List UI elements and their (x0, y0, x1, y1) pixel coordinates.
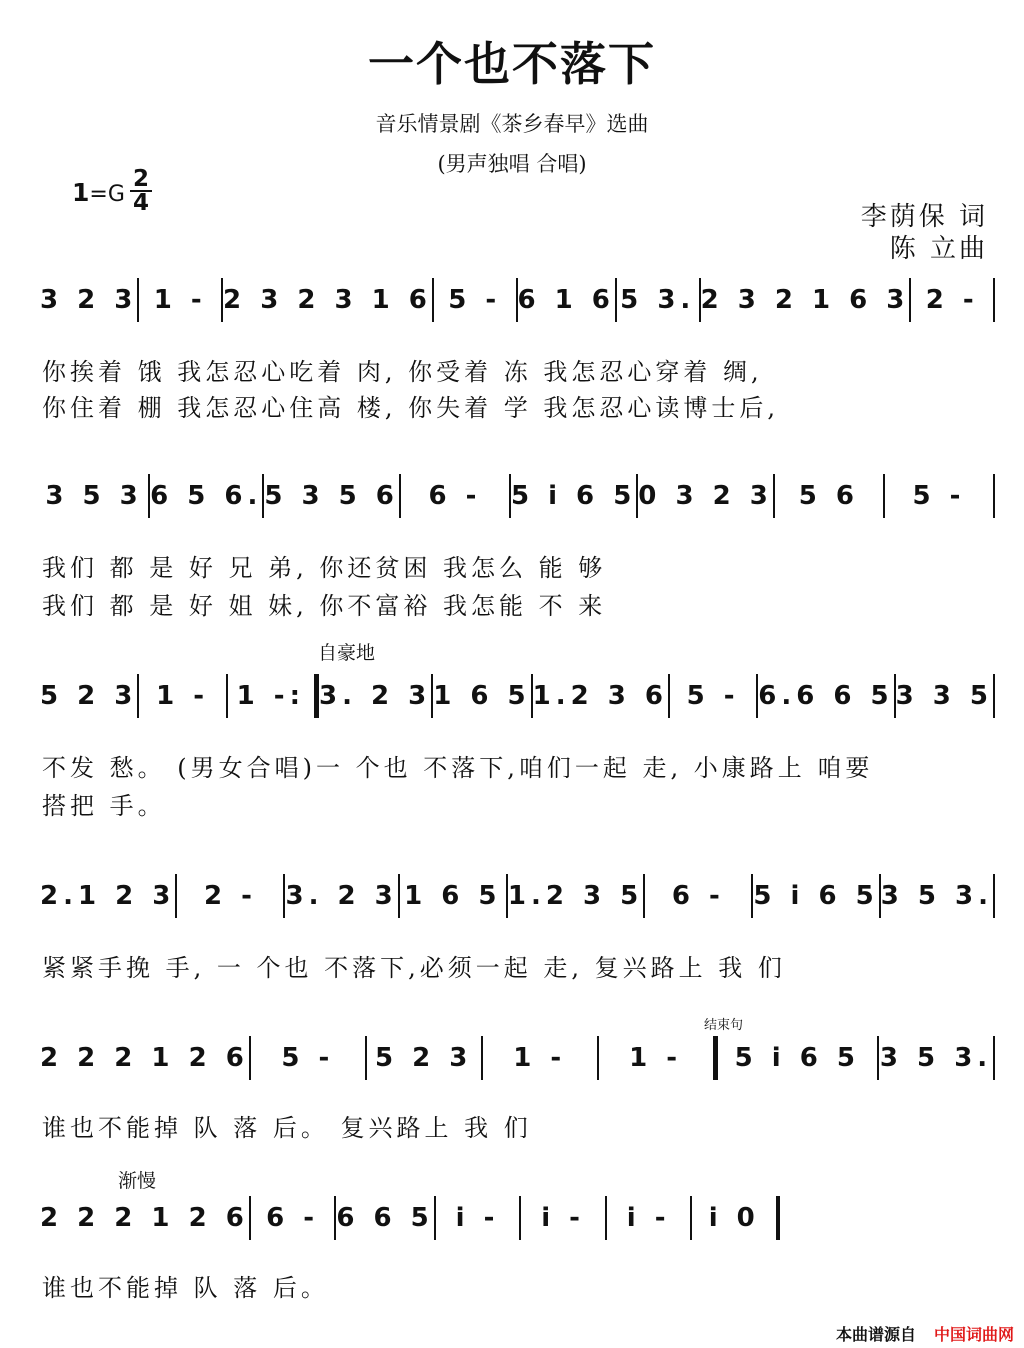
measure: 1 6 5 (400, 874, 508, 918)
time-signature: 2 4 (130, 168, 152, 214)
measure: 2 3 2 3 1 6 (223, 278, 434, 322)
measure: 3 5 3. (881, 874, 995, 918)
subtitle: 音乐情景剧《茶乡春早》选曲 (375, 112, 649, 136)
measure: 2 - (911, 278, 995, 322)
measure: 0 3 2 3 (638, 474, 775, 518)
measure: 3 2 3 (40, 278, 139, 322)
measure: 1 - (599, 1036, 718, 1080)
measure: 5 2 3 (367, 1036, 483, 1080)
lyric-line: 紧紧手挽 手, 一 个也 不落下,必须一起 走, 复兴路上 我 们 (42, 954, 786, 982)
source-label: 本曲谱源自 (835, 1325, 916, 1344)
measure: 1.2 3 6 (533, 674, 670, 718)
lyric-line: 谁也不能掉 队 落 后。 (42, 1274, 329, 1302)
stave-1 (40, 270, 995, 330)
measure: 3 5 3. (879, 1036, 995, 1080)
stave-5 (40, 1028, 995, 1088)
measure: 6 - (401, 474, 511, 518)
measure: 5 i 6 5 (753, 874, 880, 918)
measure: 3 5 3 (40, 474, 150, 518)
measure: 3 3 5 (896, 674, 995, 718)
key-signature: 1=G (72, 178, 125, 207)
measure: 3. 2 3 (319, 674, 433, 718)
measure: 6 - (645, 874, 753, 918)
measure: 1.2 3 5 (508, 874, 645, 918)
lyric-line: 你住着 棚 我怎忍心住高 楼, 你失着 学 我怎忍心读博士后, (42, 394, 780, 422)
measure: 6 1 6 (518, 278, 617, 322)
lyric-line: 搭把 手。 (42, 792, 166, 820)
measure: 5 3. (617, 278, 701, 322)
measure: 5 i 6 5 (718, 1036, 880, 1080)
expression-mark: 自豪地 (318, 642, 376, 664)
measure: 1 - (139, 278, 223, 322)
lyric-line: 不发 愁。 (男女合唱)一 个也 不落下,咱们一起 走, 小康路上 咱要 (42, 754, 874, 782)
measure: i 0 (692, 1196, 780, 1240)
composer: 陈 立曲 (889, 234, 988, 264)
measure: 6 - (251, 1196, 337, 1240)
measure: 2 2 2 1 2 6 (40, 1036, 251, 1080)
measure: 5 i 6 5 (511, 474, 638, 518)
measure: 5 - (885, 474, 995, 518)
stave-2 (40, 466, 995, 526)
tempo-mark: 渐慢 (118, 1170, 157, 1192)
measure: 5 3 5 6 (264, 474, 401, 518)
measure: 2.1 2 3 (40, 874, 177, 918)
measure: 1 6 5 (433, 674, 532, 718)
lyric-line: 谁也不能掉 队 落 后。 复兴路上 我 们 (42, 1114, 532, 1142)
lyric-line: 我们 都 是 好 姐 妹, 你不富裕 我怎能 不 来 (42, 592, 607, 620)
measure: 6.6 6 5 (758, 674, 895, 718)
stave-4 (40, 866, 995, 926)
source-site: 中国词曲网 (933, 1325, 1014, 1344)
measure: 5 - (670, 674, 758, 718)
lyric-line: 我们 都 是 好 兄 弟, 你还贫困 我怎么 能 够 (42, 554, 607, 582)
measure: 6 5 6. (150, 474, 264, 518)
measure: 5 2 3 (40, 674, 139, 718)
stave-6 (40, 1188, 780, 1248)
lyric-line: 你挨着 饿 我怎忍心吃着 肉, 你受着 冻 我怎忍心穿着 绸, (42, 358, 763, 386)
measure: 3. 2 3 (285, 874, 399, 918)
voicing: (男声独唱 合唱) (437, 152, 587, 176)
measure: i - (436, 1196, 522, 1240)
measure: 5 - (434, 278, 518, 322)
source-credit (836, 1322, 1014, 1345)
measure: 1 -: (228, 674, 319, 718)
song-title: 一个也不落下 (368, 37, 656, 91)
measure: 2 2 2 1 2 6 (40, 1196, 251, 1240)
measure: 5 6 (775, 474, 885, 518)
measure: 1 - (483, 1036, 599, 1080)
measure: i - (607, 1196, 693, 1240)
measure: 2 3 2 1 6 3 (701, 278, 912, 322)
measure: 2 - (177, 874, 285, 918)
ending-label: 结束句 (704, 1018, 744, 1033)
measure: 1 - (139, 674, 227, 718)
measure: 6 6 5 (336, 1196, 435, 1240)
measure: 5 - (251, 1036, 367, 1080)
lyricist: 李荫保 词 (860, 202, 988, 232)
measure: i - (521, 1196, 607, 1240)
stave-3 (40, 666, 995, 726)
